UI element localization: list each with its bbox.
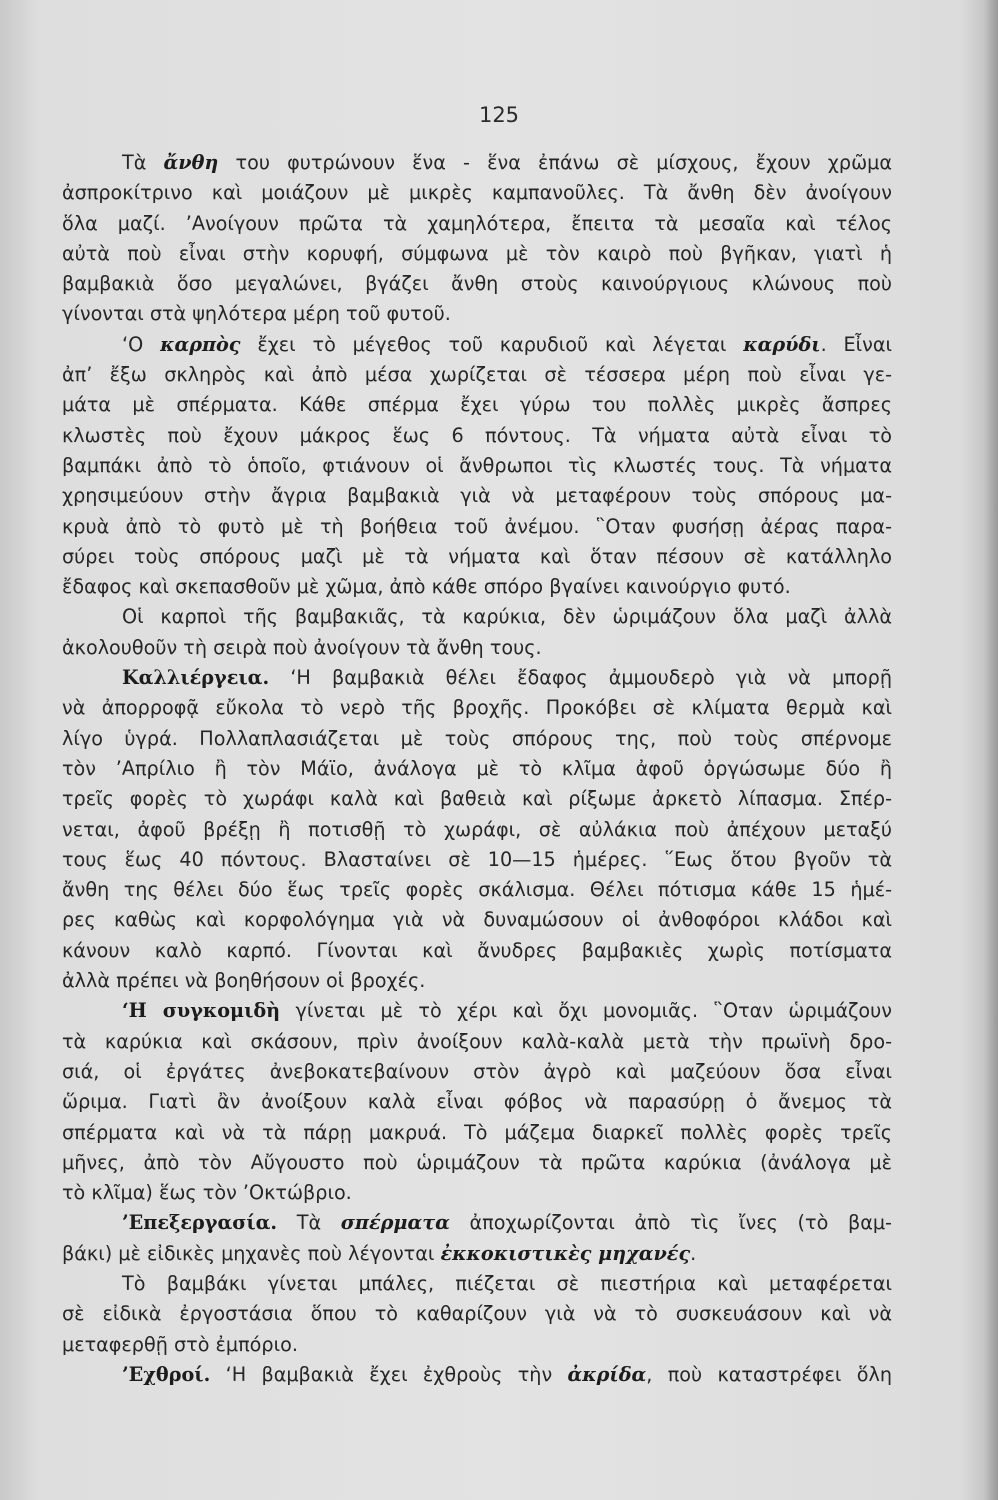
text-run: σὲ εἰδικὰ ἐργοστάσια ὅπου τὸ καθαρίζουν γιὰ νὰ τὸ συσκευάσουν καὶ νὰ [62,1302,892,1326]
text-line [62,784,892,814]
text-run: ἔχει τὸ μέγεθος τοῦ καρυδιοῦ καὶ λέγεται [240,332,744,356]
text-run: . Εἶναι [820,332,892,356]
text-line [62,1239,892,1269]
text-run: ὥριμα. Γιατὶ ἂν ἀνοίξουν καλὰ εἶναι φόβος νὰ παρασύρῃ ὁ ἄνεμος τὰ [62,1090,892,1114]
text-line [62,239,892,269]
text-run: ἀποχωρίζονται ἀπὸ τὶς ἴνες (τὸ βαμ- [449,1211,892,1235]
text-run: Τὸ βαμβάκι γίνεται μπάλες, πιέζεται σὲ πιεστήρια καὶ μεταφέρεται [122,1271,892,1295]
text-run: βάκι) μὲ εἰδικὲς μηχανὲς ποὺ λέγονται [62,1241,441,1265]
text-line [62,572,892,602]
text-line [62,1118,892,1148]
text-line [62,209,892,239]
text-line [62,1148,892,1178]
text-line [62,1269,892,1299]
text-run: Τὰ [277,1211,341,1235]
text-run: τρεῖς φορὲς τὸ χωράφι καλὰ καὶ βαθειὰ καὶ ρίξωμε ἀρκετὸ λίπασμα. Σπέρ- [62,787,892,811]
text-run: νεται, ἀφοῦ βρέξῃ ἢ ποτισθῇ τὸ χωράφι, σὲ αὐλάκια ποὺ ἀπέχουν μεταξύ [62,817,892,841]
text-line [62,1299,892,1329]
text-line [62,299,892,329]
text-run: γίνονται στὰ ψηλότερα μέρη τοῦ φυτοῦ. [62,302,451,326]
text-run: τὸν ’Απρίλιο ἢ τὸν Μάϊο, ἀνάλογα μὲ τὸ κλῖμα ἀφοῦ ὀργώσωμε δύο ἢ [62,756,892,780]
text-line [62,633,892,663]
text-line [62,754,892,784]
text-run: τους ἕως 40 πόντους. Βλασταίνει σὲ 10—15 ἡμέρες. ῞Εως ὅτου βγοῦν τὰ [62,847,892,871]
page-edge-shadow [984,0,998,1500]
text-run: ‘Η βαμβακιὰ ἔχει ἐχθροὺς τὴν [210,1362,568,1386]
text-line [62,1360,892,1390]
text-line [62,390,892,420]
emphasized-term: καρύδι [743,332,821,356]
text-run: μῆνες, ἀπὸ τὸν Αὔγουστο ποὺ ὡριμάζουν τὰ πρῶτα καρύκια (ἀνάλογα μὲ [62,1150,892,1174]
section-heading: Καλλιέργεια. [122,666,270,690]
text-run: ρες καθὼς καὶ κορφολόγημα γιὰ νὰ δυναμώσουν οἱ ἀνθοφόροι κλάδοι καὶ [62,908,892,932]
body-text [62,148,892,1390]
text-line [62,845,892,875]
text-run: ἀσπροκίτρινο καὶ μοιάζουν μὲ μικρὲς καμπανοῦλες. Τὰ ἄνθη δὲν ἀνοίγουν [62,181,892,205]
text-run: μάτα μὲ σπέρματα. Κάθε σπέρμα ἔχει γύρω του πολλὲς μικρὲς ἄσπρες [62,393,892,417]
text-line [62,481,892,511]
emphasized-term: καρπὸς [160,332,241,356]
text-run: σιά, οἱ ἐργάτες ἀνεβοκατεβαίνουν στὸν ἀγρὸ καὶ μαζεύουν ὅσα εἶναι [62,1059,892,1083]
text-run: ἀκολουθοῦν τὴ σειρὰ ποὺ ἀνοίγουν τὰ ἄνθη τους. [62,635,542,659]
text-run: ‘Ο [122,332,161,356]
text-run: βαμβακιὰ ὅσο μεγαλώνει, βγάζει ἄνθη στοὺς καινούργιους κλώνους ποὺ [62,272,892,296]
text-run: μεταφερθῇ στὸ ἐμπόριο. [62,1332,298,1356]
text-run: ὅλα μαζί. ’Ανοίγουν πρῶτα τὰ χαμηλότερα, ἔπειτα τὰ μεσαῖα καὶ τέλος [62,211,892,235]
text-line [62,663,892,693]
text-run: τὰ καρύκια καὶ σκάσουν, πρὶν ἀνοίξουν καλὰ-καλὰ μετὰ τὴν πρωϊνὴ δρο- [62,1029,892,1053]
text-line [62,330,892,360]
text-line [62,360,892,390]
text-line [62,1057,892,1087]
emphasized-term: ἄνθη [163,151,219,174]
text-line [62,693,892,723]
text-line [62,542,892,572]
text-line [62,269,892,299]
text-line [62,905,892,935]
text-line [62,815,892,845]
text-run: , ποὺ καταστρέφει ὅλη [646,1362,892,1386]
emphasized-term: ἀκρίδα [567,1362,647,1386]
emphasized-term: σπέρματα [340,1211,450,1235]
text-run: ἀπ’ ἔξω σκληρὸς καὶ ἀπὸ μέσα χωρίζεται σὲ τέσσερα μέρη ποὺ εἶναι γε- [62,363,892,387]
text-line [62,1178,892,1208]
text-run: ἄνθη της θέλει δύο ἕως τρεῖς φορὲς σκάλισμα. Θέλει πότισμα κάθε 15 ἡμέ- [62,878,892,902]
text-run: σύρει τοὺς σπόρους μαζὶ μὲ τὰ νήματα καὶ ὅταν πέσουν σὲ κατάλληλο [62,544,892,568]
section-heading: ’Επεξεργασία. [122,1211,278,1235]
text-line [62,1027,892,1057]
text-run: ἀλλὰ πρέπει νὰ βοηθήσουν οἱ βροχές. [62,969,426,993]
text-run: Οἱ καρποὶ τῆς βαμβακιᾶς, τὰ καρύκια, δὲν ὡριμάζουν ὅλα μαζὶ ἀλλὰ [122,605,892,629]
text-line [62,451,892,481]
text-line [62,936,892,966]
text-line [62,1208,892,1238]
text-run: γίνεται μὲ τὸ χέρι καὶ ὄχι μονομιᾶς. ῝Οταν ὡριμάζουν [280,999,892,1023]
section-heading: ‘Η συγκομιδὴ [122,999,281,1023]
text-run: κρυὰ ἀπὸ τὸ φυτὸ μὲ τὴ βοήθεια τοῦ ἀνέμου. ῝Οταν φυσήσῃ ἀέρας παρα- [62,514,892,538]
text-run: αὐτὰ ποὺ εἶναι στὴν κορυφή, σύμφωνα μὲ τὸν καιρὸ ποὺ βγῆκαν, γιατὶ ἡ [62,241,892,265]
text-run: του φυτρώνουν ἕνα - ἕνα ἐπάνω σὲ μίσχους, ἔχουν χρῶμα [218,151,892,174]
text-line [62,178,892,208]
text-line [62,996,892,1026]
text-run: ‘Η βαμβακιὰ θέλει ἔδαφος ἀμμουδερὸ γιὰ νὰ μπορῇ [269,666,892,690]
text-line [62,148,892,178]
text-run: σπέρματα καὶ νὰ τὰ πάρῃ μακρυά. Τὸ μάζεμα διαρκεῖ πολλὲς φορὲς τρεῖς [62,1120,892,1144]
text-line [62,966,892,996]
text-run: ἔδαφος καὶ σκεπασθοῦν μὲ χῶμα, ἀπὸ κάθε σπόρο βγαίνει καινούργιο φυτό. [62,575,791,599]
text-line [62,724,892,754]
text-line [62,512,892,542]
text-run: νὰ ἀπορροφᾷ εὔκολα τὸ νερὸ τῆς βροχῆς. Προκόβει σὲ κλίματα θερμὰ καὶ [62,696,892,720]
emphasized-term: ἐκκοκιστικὲς μηχανές [440,1241,691,1265]
text-run: κλωστὲς ποὺ ἔχουν μάκρος ἕως 6 πόντους. Τὰ νήματα αὐτὰ εἶναι τὸ [62,423,892,447]
text-run: χρησιμεύουν στὴν ἄγρια βαμβακιὰ γιὰ νὰ μεταφέρουν τοὺς σπόρους μα- [62,484,892,508]
section-heading: ’Εχθροί. [122,1362,211,1386]
text-run: βαμπάκι ἀπὸ τὸ ὁποῖο, φτιάνουν οἱ ἄνθρωποι τὶς κλωστές τους. Τὰ νήματα [62,453,892,477]
text-run: τὸ κλῖμα) ἕως τὸν ’Οκτώβριο. [62,1181,352,1205]
text-line [62,602,892,632]
text-line [62,421,892,451]
page-number: 125 [478,103,520,127]
text-line [62,1330,892,1360]
text-run: λίγο ὑγρά. Πολλαπλασιάζεται μὲ τοὺς σπόρους της, ποὺ τοὺς σπέρνομε [62,726,892,750]
text-run: κάνουν καλὸ καρπό. Γίνονται καὶ ἄνυδρες βαμβακιὲς χωρὶς ποτίσματα [62,938,892,962]
text-run: Τὰ [122,151,164,174]
text-line [62,1087,892,1117]
text-line [62,875,892,905]
text-run: . [690,1241,697,1265]
